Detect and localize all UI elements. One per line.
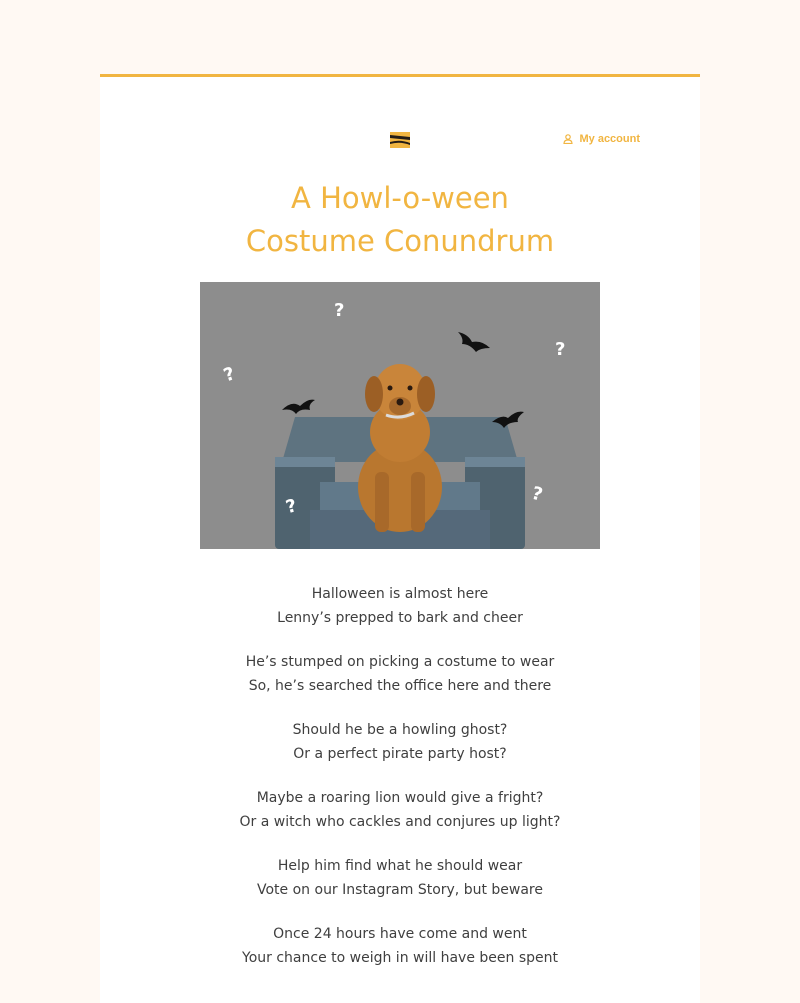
page-title	[100, 177, 700, 263]
svg-text:?: ?	[529, 482, 545, 506]
mailchimp-logo-icon[interactable]	[390, 132, 410, 148]
poem-stanza	[100, 718, 700, 766]
poem-stanza	[100, 582, 700, 630]
poem-stanza	[100, 922, 700, 970]
poem-line: Or a perfect pirate party host?	[293, 746, 507, 762]
poem-line: Vote on our Instagram Story, but beware	[257, 882, 543, 898]
poem-stanza	[100, 854, 700, 902]
svg-text:?: ?	[555, 339, 566, 360]
poem-stanza	[100, 650, 700, 698]
poem-line: So, he’s searched the office here and there	[248, 678, 552, 694]
poem-line: Halloween is almost here	[311, 586, 489, 602]
title-line-1: A Howl-o-ween	[291, 181, 509, 215]
svg-text:?: ?	[283, 495, 300, 519]
svg-text:?: ?	[334, 300, 345, 321]
user-icon	[563, 134, 573, 144]
poem-line: Should he be a howling ghost?	[292, 722, 508, 738]
svg-text:?: ?	[220, 363, 238, 387]
poem-line: Or a witch who cackles and conjures up light?	[239, 814, 561, 830]
poem-line: He’s stumped on picking a costume to wear	[245, 654, 555, 670]
email-card	[100, 74, 700, 1003]
hero-image	[200, 282, 600, 549]
poem-stanza	[100, 786, 700, 834]
poem-line: Help him find what he should wear	[277, 858, 523, 874]
title-line-2: Costume Conundrum	[245, 224, 555, 258]
poem-line: Lenny’s prepped to bark and cheer	[277, 610, 523, 626]
poem-body	[100, 582, 700, 990]
my-account-label: My account	[579, 133, 640, 145]
poem-line: Once 24 hours have come and went	[273, 926, 527, 942]
my-account-link[interactable]	[563, 133, 640, 145]
poem-line: Your chance to weigh in will have been spent	[242, 950, 558, 966]
poem-line: Maybe a roaring lion would give a fright?	[256, 790, 544, 806]
